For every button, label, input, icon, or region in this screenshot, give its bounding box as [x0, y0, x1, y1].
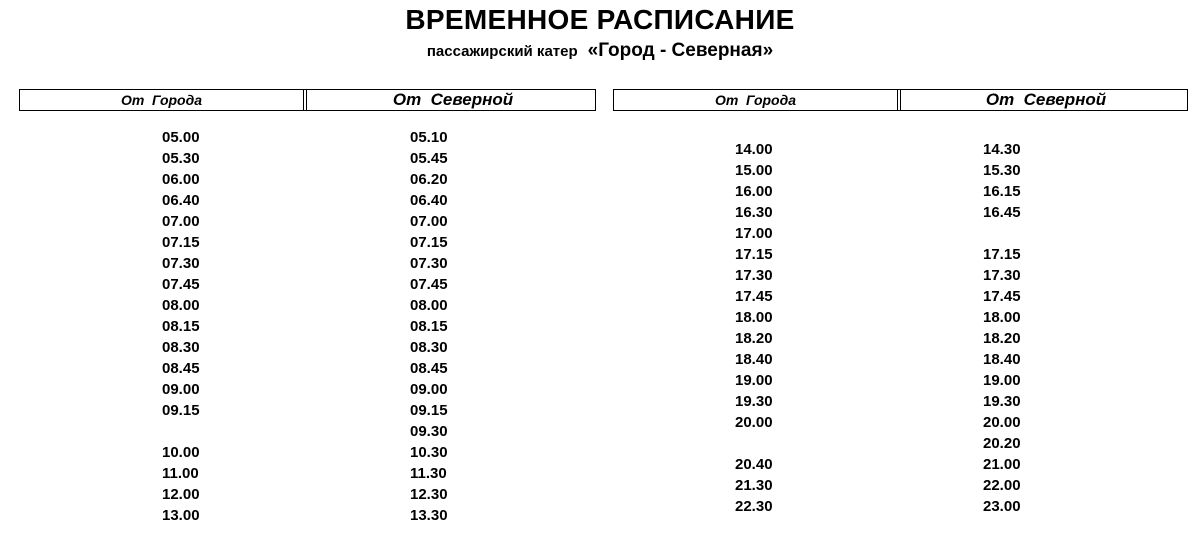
time-entry: 13.30	[410, 507, 448, 524]
time-entry: 16.00	[735, 183, 773, 200]
time-entry	[162, 421, 200, 442]
time-entry: 10.00	[162, 444, 200, 461]
time-entry: 18.40	[983, 351, 1021, 368]
time-entry: 09.15	[162, 402, 200, 419]
time-entry: 06.40	[410, 192, 448, 209]
time-entry: 06.00	[162, 171, 200, 188]
time-entry: 16.45	[983, 204, 1021, 221]
header-divider	[897, 90, 901, 110]
time-entry: 19.00	[983, 372, 1021, 389]
time-entry: 07.45	[410, 276, 448, 293]
time-entry: 09.00	[162, 381, 200, 398]
header-from-city: От Города	[120, 92, 203, 108]
time-entry: 15.00	[735, 162, 773, 179]
time-entry: 15.30	[983, 162, 1021, 179]
header-divider	[303, 90, 307, 110]
time-entry: 18.20	[983, 330, 1021, 347]
time-entry: 19.30	[983, 393, 1021, 410]
time-entry: 05.00	[162, 129, 200, 146]
time-entry: 05.45	[410, 150, 448, 167]
time-entry: 11.30	[410, 465, 447, 482]
time-entry: 05.30	[162, 150, 200, 167]
time-entry: 08.00	[410, 297, 448, 314]
subtitle-route: «Город - Северная»	[587, 40, 774, 61]
time-entry: 17.45	[983, 288, 1021, 305]
right-table-header	[613, 89, 1188, 111]
time-entry: 19.30	[735, 393, 773, 410]
time-entry: 22.30	[735, 498, 773, 515]
time-entry: 09.00	[410, 381, 448, 398]
time-entry: 18.40	[735, 351, 773, 368]
time-entry: 07.15	[410, 234, 448, 251]
time-entry: 08.30	[162, 339, 200, 356]
time-entry: 20.40	[735, 456, 773, 473]
time-entry: 08.45	[162, 360, 200, 377]
time-entry: 08.15	[410, 318, 448, 335]
time-entry: 11.00	[162, 465, 199, 482]
time-entry: 17.45	[735, 288, 773, 305]
time-entry: 07.30	[162, 255, 200, 272]
time-entry: 07.00	[162, 213, 200, 230]
time-entry: 07.30	[410, 255, 448, 272]
time-entry: 06.20	[410, 171, 448, 188]
page-title: ВРЕМЕННОЕ РАСПИСАНИЕ	[405, 4, 795, 35]
right-from-north-column	[983, 139, 1021, 517]
time-entry: 09.15	[410, 402, 448, 419]
time-entry: 17.00	[735, 225, 773, 242]
time-entry: 14.00	[735, 141, 773, 158]
time-entry: 10.30	[410, 444, 448, 461]
time-entry: 18.00	[983, 309, 1021, 326]
time-entry	[983, 223, 1021, 244]
time-entry: 09.30	[410, 423, 448, 440]
header-from-north: От Северной	[392, 90, 514, 109]
time-entry	[735, 433, 773, 454]
time-entry: 13.00	[162, 507, 200, 524]
header-from-north: От Северной	[985, 90, 1107, 109]
time-entry: 23.00	[983, 498, 1021, 515]
time-entry: 18.20	[735, 330, 773, 347]
time-entry: 21.30	[735, 477, 773, 494]
time-entry: 20.00	[735, 414, 773, 431]
time-entry: 05.10	[410, 129, 448, 146]
time-entry: 17.15	[735, 246, 773, 263]
time-entry: 20.00	[983, 414, 1021, 431]
subtitle-prefix: пассажирский катер	[426, 43, 578, 60]
time-entry: 14.30	[983, 141, 1021, 158]
time-entry: 08.45	[410, 360, 448, 377]
time-entry: 07.15	[162, 234, 200, 251]
page-subtitle	[0, 39, 1200, 64]
time-entry: 21.00	[983, 456, 1021, 473]
time-entry: 22.00	[983, 477, 1021, 494]
time-entry: 17.30	[983, 267, 1021, 284]
time-entry: 16.30	[735, 204, 773, 221]
time-entry: 08.30	[410, 339, 448, 356]
left-from-city-column	[162, 127, 200, 526]
time-entry: 20.20	[983, 435, 1021, 452]
time-entry: 16.15	[983, 183, 1021, 200]
time-entry: 18.00	[735, 309, 773, 326]
left-from-north-column	[410, 127, 448, 526]
time-entry: 07.45	[162, 276, 200, 293]
time-entry: 19.00	[735, 372, 773, 389]
header-from-city: От Города	[714, 92, 797, 108]
left-table-header	[19, 89, 596, 111]
time-entry: 08.00	[162, 297, 200, 314]
time-entry: 08.15	[162, 318, 200, 335]
time-entry: 17.30	[735, 267, 773, 284]
time-entry: 12.00	[162, 486, 200, 503]
right-from-city-column	[735, 139, 773, 517]
time-entry: 07.00	[410, 213, 448, 230]
time-entry: 06.40	[162, 192, 200, 209]
time-entry: 17.15	[983, 246, 1021, 263]
time-entry: 12.30	[410, 486, 448, 503]
